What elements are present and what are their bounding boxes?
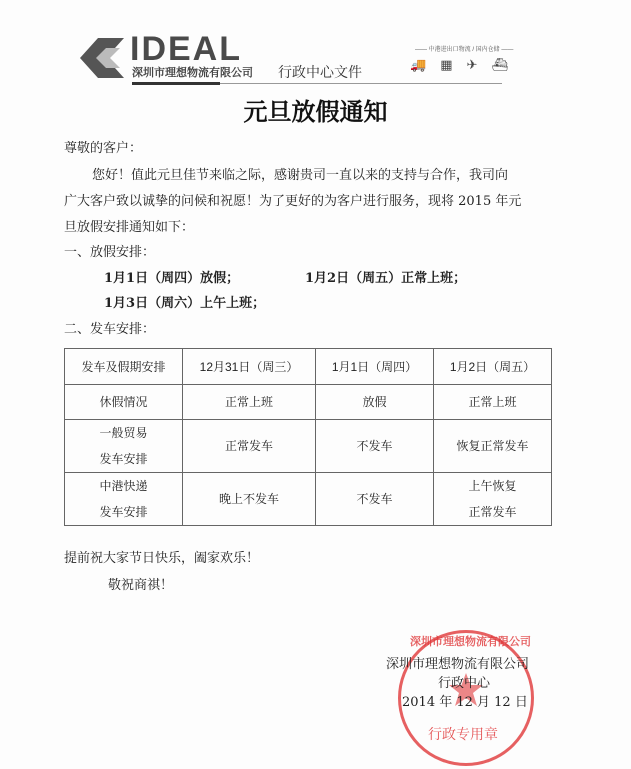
tagline: —— 中港进出口物流 / 国内仓储 —— — [415, 47, 514, 53]
dispatch-schedule-table — [64, 348, 552, 526]
signature-date: 2014 年 12 月 12 日 — [402, 695, 528, 710]
table-header: 12月31日（周三） — [183, 349, 316, 385]
table-row — [65, 385, 552, 420]
header-divider-accent — [132, 82, 220, 85]
brand-name: IDEAL — [130, 30, 242, 68]
table-cell: 一般贸易 发车安排 — [65, 420, 183, 473]
table-cell: 不发车 — [316, 473, 434, 526]
table-cell: 正常上班 — [434, 385, 552, 420]
table-header: 1月2日（周五） — [434, 349, 552, 385]
schedule-item: 1月3日（周六）上午上班； — [104, 296, 266, 311]
ideal-logo-icon — [80, 38, 124, 78]
table-cell: 正常发车 — [183, 420, 316, 473]
table-cell: 不发车 — [316, 420, 434, 473]
body-line: 广大客户致以诚挚的问候和祝愿！为了更好的为客户进行服务，现将 2015 年元 — [64, 194, 522, 209]
table-cell: 正常上班 — [183, 385, 316, 420]
signature-company: 深圳市理想物流有限公司 — [386, 657, 530, 672]
table-cell: 休假情况 — [65, 385, 183, 420]
table-row — [65, 420, 552, 473]
table-cell: 放假 — [316, 385, 434, 420]
section-heading: 一、放假安排： — [64, 245, 156, 260]
closing-regards: 敬祝商祺！ — [108, 578, 174, 593]
body-line: 旦放假安排通知如下： — [64, 220, 195, 235]
section-heading: 二、发车安排： — [64, 322, 156, 337]
page-title: 元旦放假通知 — [243, 97, 388, 126]
department-label: 行政中心文件 — [278, 65, 362, 81]
body-line: 您好！值此元旦佳节来临之际，感谢贵司一直以来的支持与合作，我司向 — [92, 168, 509, 183]
company-name: 深圳市理想物流有限公司 — [132, 67, 253, 79]
truck-icon: 🚚 — [410, 58, 441, 73]
table-header-row — [65, 349, 552, 385]
seal-ring-text: 深圳市理想物流有限公司 — [410, 635, 531, 648]
table-header: 1月1日（周四） — [316, 349, 434, 385]
schedule-item: 1月2日（周五）正常上班； — [305, 271, 467, 286]
airplane-icon: ✈ — [466, 58, 492, 73]
closing-greeting: 提前祝大家节日快乐，阖家欢乐！ — [64, 551, 260, 566]
table-cell: 上午恢复 正常发车 — [434, 473, 552, 526]
table-cell: 晚上不发车 — [183, 473, 316, 526]
table-cell: 恢复正常发车 — [434, 420, 552, 473]
schedule-item: 1月1日（周四）放假； — [104, 271, 240, 286]
table-header: 发车及假期安排 — [65, 349, 183, 385]
table-row — [65, 473, 552, 526]
seal-bottom-text: 行政专用章 — [428, 727, 498, 743]
ship-icon: ⛴ — [491, 58, 522, 73]
warehouse-icon: ▦ — [440, 58, 467, 73]
service-icons — [410, 58, 522, 73]
salutation: 尊敬的客户： — [64, 141, 143, 156]
table-cell: 中港快递 发车安排 — [65, 473, 183, 526]
signature-department: 行政中心 — [438, 676, 491, 691]
